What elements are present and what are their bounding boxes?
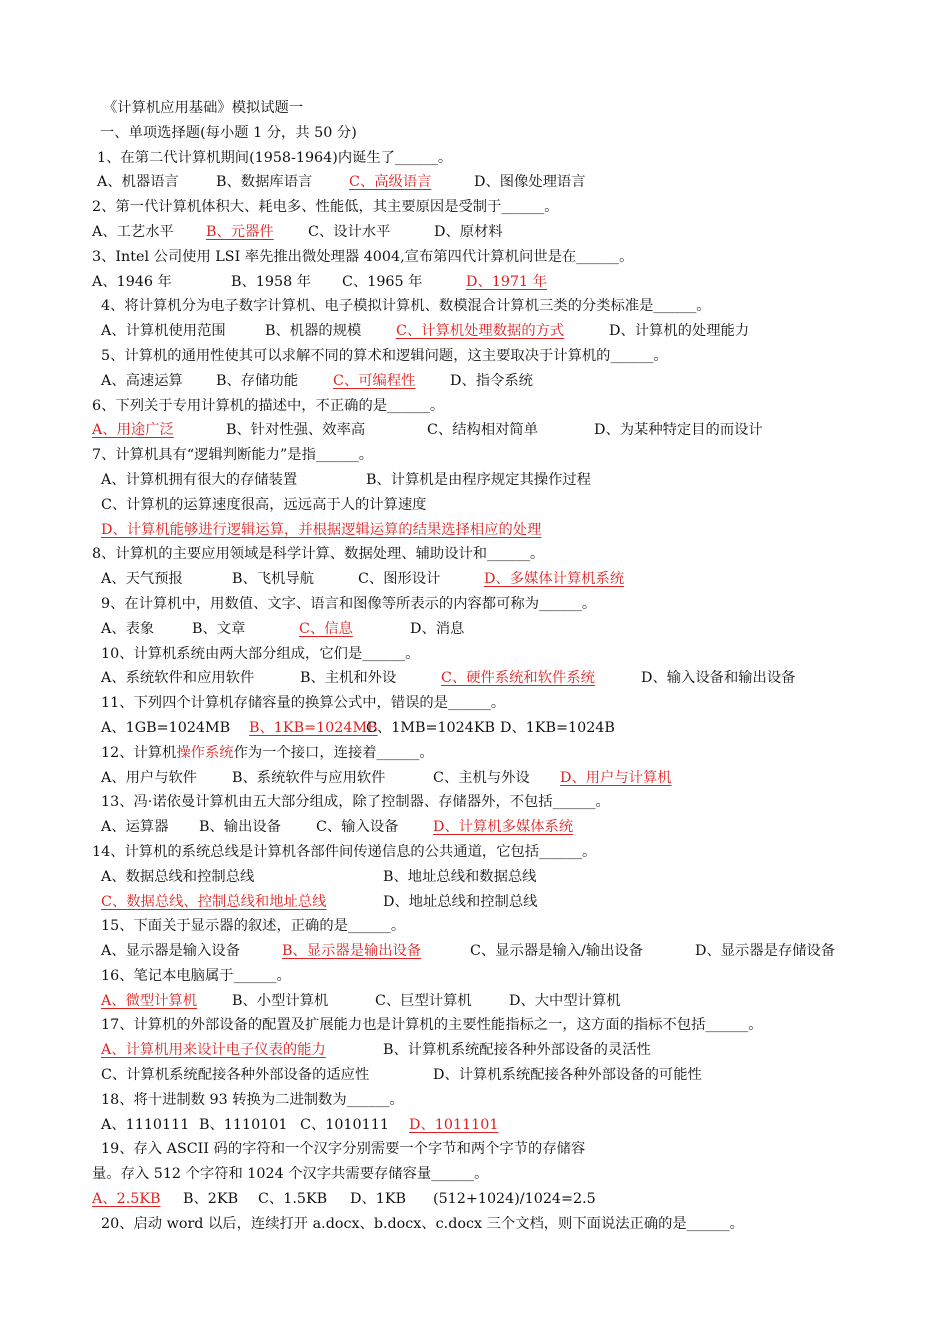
option: B、小型计算机 bbox=[232, 992, 329, 1009]
correct-option: B、元器件 bbox=[206, 223, 274, 240]
section-heading: 一、单项选择题(每小题 1 分，共 50 分) bbox=[100, 124, 357, 141]
option: B、1958 年 bbox=[231, 273, 312, 290]
option-row bbox=[0, 989, 950, 1014]
option-row bbox=[0, 220, 950, 245]
option: A、显示器是输入设备 bbox=[101, 943, 240, 960]
option: C、计算机系统配接各种外部设备的适应性 bbox=[101, 1067, 370, 1084]
question-stem: 16、笔记本电脑属于______。 bbox=[101, 967, 291, 984]
option: C、1965 年 bbox=[342, 273, 423, 290]
option-row bbox=[0, 939, 950, 964]
option: C、设计水平 bbox=[308, 223, 391, 240]
question-stem: 11、下列四个计算机存储容量的换算公式中，错误的是______。 bbox=[101, 695, 506, 712]
question-stem: 10、计算机系统由两大部分组成，它们是______。 bbox=[101, 645, 420, 662]
question-stem: 13、冯·诺依曼计算机由五大部分组成，除了控制器、存储器外，不包括______。 bbox=[101, 794, 610, 811]
correct-option: C、硬件系统和软件系统 bbox=[441, 670, 595, 687]
correct-option: A、2.5KB bbox=[92, 1191, 161, 1208]
option: C、巨型计算机 bbox=[375, 992, 472, 1009]
question-stem: 8、计算机的主要应用领域是科学计算、数据处理、辅助设计和______。 bbox=[92, 546, 545, 563]
option: D、地址总线和控制总线 bbox=[383, 893, 538, 910]
option-row bbox=[0, 493, 950, 518]
option-row bbox=[0, 865, 950, 890]
option: C、1.5KB bbox=[258, 1191, 328, 1208]
option-row bbox=[0, 270, 950, 295]
option: D、计算机的处理能力 bbox=[609, 323, 750, 340]
option: B、1110101 bbox=[199, 1116, 288, 1133]
option: A、计算机使用范围 bbox=[101, 323, 226, 340]
option: A、用户与软件 bbox=[101, 769, 198, 786]
option: B、地址总线和数据总线 bbox=[383, 868, 537, 885]
option: D、大中型计算机 bbox=[509, 992, 621, 1009]
option: B、输出设备 bbox=[199, 819, 281, 836]
question-stem: 12、计算机操作系统作为一个接口，连接着______。 bbox=[101, 744, 434, 761]
correct-option: A、用途广泛 bbox=[92, 422, 174, 439]
correct-option: D、1971 年 bbox=[466, 273, 547, 290]
option: A、表象 bbox=[101, 620, 155, 637]
option: B、存储功能 bbox=[216, 372, 298, 389]
option: D、1KB bbox=[350, 1191, 407, 1208]
question-stem: 15、下面关于显示器的叙述，正确的是______。 bbox=[101, 918, 406, 935]
option: D、输入设备和输出设备 bbox=[641, 670, 796, 687]
option-row bbox=[0, 567, 950, 592]
option: B、文章 bbox=[192, 620, 246, 637]
option: B、飞机导航 bbox=[232, 571, 314, 588]
question-stem: 20、启动 word 以后，连续打开 a.docx、b.docx、c.docx 三个文档，则下面说法正确的是______。 bbox=[101, 1215, 744, 1232]
option: B、主机和外设 bbox=[300, 670, 397, 687]
correct-option: A、计算机用来设计电子仪表的能力 bbox=[101, 1042, 326, 1059]
question-stem: 17、计算机的外部设备的配置及扩展能力也是计算机的主要性能指标之一，这方面的指标不包括______。 bbox=[101, 1017, 763, 1034]
correct-option: D、1011101 bbox=[409, 1116, 499, 1133]
correct-option: B、显示器是输出设备 bbox=[282, 943, 422, 960]
option: A、1946 年 bbox=[92, 273, 172, 290]
option: A、计算机拥有很大的存储装置 bbox=[101, 471, 298, 488]
option: A、机器语言 bbox=[97, 174, 179, 191]
option: A、1GB=1024MB bbox=[101, 719, 231, 736]
option: D、指令系统 bbox=[450, 372, 533, 389]
option: B、系统软件与应用软件 bbox=[232, 769, 386, 786]
correct-option: D、计算机能够进行逻辑运算，并根据逻辑运算的结果选择相应的处理 bbox=[101, 521, 542, 538]
option: D、原材料 bbox=[434, 223, 503, 240]
option-row bbox=[0, 468, 950, 493]
option: A、运算器 bbox=[101, 819, 169, 836]
option-row bbox=[0, 319, 950, 344]
correct-option: C、计算机处理数据的方式 bbox=[396, 323, 565, 340]
option: D、为某种特定目的而设计 bbox=[594, 422, 763, 439]
question-stem: 14、计算机的系统总线是计算机各部件间传递信息的公共通道，它包括______。 bbox=[92, 843, 597, 860]
question-stem: 19、存入 ASCII 码的字符和一个汉字分别需要一个字节和两个字节的存储容 bbox=[101, 1141, 586, 1158]
correct-option: D、用户与计算机 bbox=[560, 769, 672, 786]
option: C、1MB=1024KB bbox=[366, 719, 496, 736]
question-stem: 1、在第二代计算机期间(1958-1964)内诞生了______。 bbox=[97, 149, 453, 166]
option: B、计算机是由程序规定其操作过程 bbox=[366, 471, 591, 488]
option: B、计算机系统配接各种外部设备的灵活性 bbox=[383, 1042, 651, 1059]
option: C、计算机的运算速度很高，远远高于人的计算速度 bbox=[101, 496, 427, 513]
option: B、机器的规模 bbox=[265, 323, 362, 340]
option: A、1110111 bbox=[101, 1116, 190, 1133]
option: C、主机与外设 bbox=[433, 769, 530, 786]
option: C、输入设备 bbox=[316, 819, 399, 836]
option: B、针对性强、效率高 bbox=[226, 422, 366, 439]
question-stem: 18、将十进制数 93 转换为二进制数为______。 bbox=[101, 1091, 404, 1108]
question-stem: 5、计算机的通用性使其可以求解不同的算术和逻辑问题，这主要取决于计算机的______。 bbox=[101, 347, 668, 364]
option-row bbox=[0, 1113, 950, 1138]
correct-option: D、多媒体计算机系统 bbox=[484, 571, 625, 588]
option-row bbox=[0, 170, 950, 195]
option-row bbox=[0, 418, 950, 443]
question-stem: 7、计算机具有“逻辑判断能力”是指______。 bbox=[92, 447, 374, 464]
question-stem-continued: 量。存入 512 个字符和 1024 个汉字共需要存储容量______。 bbox=[92, 1166, 489, 1183]
question-stem: 6、下列关于专用计算机的描述中，不正确的是______。 bbox=[92, 397, 445, 414]
option: C、显示器是输入/输出设备 bbox=[470, 943, 644, 960]
option-row bbox=[0, 716, 950, 741]
option-row bbox=[0, 890, 950, 915]
option: A、工艺水平 bbox=[92, 223, 174, 240]
option: D、1KB=1024B bbox=[500, 719, 615, 736]
option-row bbox=[0, 766, 950, 791]
option: C、结构相对简单 bbox=[427, 422, 539, 439]
calculation-note: (512+1024)/1024=2.5 bbox=[433, 1191, 596, 1208]
option: A、天气预报 bbox=[101, 571, 183, 588]
option: D、计算机系统配接各种外部设备的可能性 bbox=[433, 1067, 702, 1084]
option: D、显示器是存储设备 bbox=[695, 943, 836, 960]
document-title: 《计算机应用基础》模拟试题一 bbox=[103, 100, 304, 116]
option: C、图形设计 bbox=[358, 571, 441, 588]
option: D、消息 bbox=[410, 620, 465, 637]
option: C、1010111 bbox=[300, 1116, 389, 1133]
question-stem: 3、Intel 公司使用 LSI 率先推出微处理器 4004,宣布第四代计算机问世是在______。 bbox=[92, 248, 634, 265]
correct-option: B、1KB=1024MB bbox=[249, 719, 378, 736]
option: D、图像处理语言 bbox=[474, 174, 586, 191]
option: B、2KB bbox=[183, 1191, 239, 1208]
question-stem: 2、第一代计算机体积大、耗电多、性能低，其主要原因是受制于______。 bbox=[92, 199, 559, 216]
correct-option: C、信息 bbox=[299, 620, 353, 637]
option-row bbox=[0, 815, 950, 840]
correct-option: C、可编程性 bbox=[333, 372, 416, 389]
option-row bbox=[0, 518, 950, 543]
option-row bbox=[0, 666, 950, 691]
option-row bbox=[0, 1063, 950, 1088]
correct-option: C、高级语言 bbox=[349, 174, 432, 191]
correct-option: A、微型计算机 bbox=[101, 992, 198, 1009]
option: B、数据库语言 bbox=[216, 174, 313, 191]
option: A、数据总线和控制总线 bbox=[101, 868, 255, 885]
option: A、高速运算 bbox=[101, 372, 183, 389]
option-row bbox=[0, 1187, 950, 1212]
highlighted-term: 操作系统 bbox=[176, 744, 234, 761]
correct-option: D、计算机多媒体系统 bbox=[433, 819, 574, 836]
option-row bbox=[0, 369, 950, 394]
exam-document bbox=[0, 96, 950, 1237]
option: A、系统软件和应用软件 bbox=[101, 670, 255, 687]
option-row bbox=[0, 1038, 950, 1063]
correct-option: C、数据总线、控制总线和地址总线 bbox=[101, 893, 327, 910]
option-row bbox=[0, 617, 950, 642]
question-stem: 4、将计算机分为电子数字计算机、电子模拟计算机、数模混合计算机三类的分类标准是______。 bbox=[101, 298, 711, 315]
question-stem: 9、在计算机中，用数值、文字、语言和图像等所表示的内容都可称为______。 bbox=[101, 595, 597, 612]
